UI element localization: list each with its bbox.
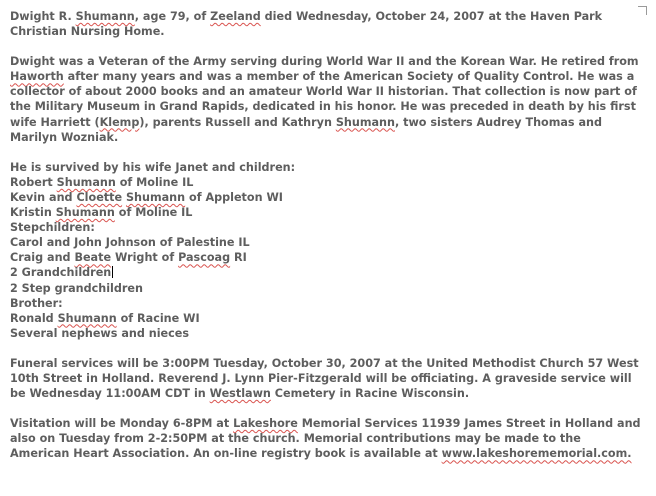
text-run: Funeral services will be 3:00PM Tuesday, October 30, 2007 at the United Methodist Church 57 West 10th Street in Holland. Reverend J. Lynn Pier-Fitzgerald will be officiating. A graveside service will be Wednesday 11:00AM CDT in	[10, 356, 639, 401]
survivors-line: Several nephews and nieces	[10, 326, 190, 340]
paragraph-funeral	[10, 356, 642, 401]
text-run: of Racine WI	[116, 311, 200, 325]
text-run: , age 79, of	[134, 10, 211, 23]
text-run: Ronald	[10, 311, 58, 325]
misspelled-word[interactable]: Shumann	[55, 206, 115, 220]
text-run: after many years and was a member of the American Society of Quality Control. He was a collector of about 2000 books and an amateur World War II historian. That collection is now part of the Military Museum in Grand Rapids, dedicated in his honor. He was preceded in death by his first wife Harriett (	[10, 70, 637, 129]
text-run: Craig and	[10, 251, 75, 265]
text-run: Robert	[10, 175, 57, 189]
text-run: Wright of	[111, 251, 179, 265]
survivors-line: 2 Step grandchildren	[10, 281, 143, 295]
misspelled-word[interactable]: Beate	[74, 251, 112, 265]
text-run: Visitation will be Monday 6-8PM at	[10, 417, 234, 431]
survivors-line: Carol and John Johnson of Palestine IL	[10, 236, 250, 250]
misspelled-word[interactable]: Pascoag	[178, 251, 231, 265]
survivors-line	[10, 205, 642, 220]
text-run: of Appleton WI	[185, 190, 283, 204]
text-run: of Moline IL	[115, 175, 194, 189]
misspelled-word[interactable]: Shumann	[56, 175, 116, 189]
text-run: Dwight R.	[10, 10, 76, 23]
misspelled-word[interactable]: Westlawn	[209, 387, 271, 401]
text-run: 2 Grandchildren	[10, 266, 112, 280]
survivors-line	[10, 311, 642, 326]
text-run: of Moline IL	[114, 206, 193, 220]
misspelled-word[interactable]: Shumann	[335, 115, 395, 129]
paragraph-survivors	[10, 160, 642, 341]
text-run: ), parents Russell and Kathryn	[139, 115, 336, 129]
text-run: Kevin and	[10, 190, 77, 204]
registry-link[interactable]: www.lakeshorememorial.com.	[441, 447, 632, 461]
misspelled-word[interactable]: Shumann	[125, 190, 186, 204]
survivors-line	[10, 175, 642, 190]
paragraph-visitation	[10, 416, 642, 461]
paragraph-intro	[10, 9, 642, 39]
paragraph-biography	[10, 54, 642, 145]
text-run: Dwight was a Veteran of the Army serving during World War II and the Korean War. He retired from	[10, 55, 639, 69]
text-run: died Wednesday, October 24, 2007 at the Haven Park Christian Nursing Home.	[10, 10, 603, 39]
text-run: Memorial Services 11939 James Street in Holland and also on Tuesday from 2-2:50PM at the church. Memorial contributions may be made to the American Heart Association. An on-line registry book is available at	[10, 417, 641, 461]
text-run: RI	[230, 251, 247, 265]
misspelled-word[interactable]: Klemp	[99, 115, 140, 129]
misspelled-word[interactable]: Lakeshore	[233, 417, 298, 431]
survivors-line: He is survived by his wife Janet and children:	[10, 160, 296, 174]
misspelled-word[interactable]: Zeeland	[210, 10, 261, 23]
misspelled-word[interactable]: Shumann	[75, 10, 135, 23]
survivors-line: Brother:	[10, 296, 63, 310]
misspelled-word[interactable]: Shumann	[57, 311, 117, 325]
text-run: Cemetery in Racine Wisconsin.	[270, 387, 470, 401]
survivors-line	[10, 265, 642, 280]
text-cursor	[112, 266, 113, 278]
misspelled-word[interactable]: Cloette	[76, 190, 123, 204]
survivors-line	[10, 190, 642, 205]
survivors-line: Stepchildren:	[10, 221, 95, 235]
survivors-line	[10, 250, 642, 265]
misspelled-word[interactable]: Haworth	[10, 70, 64, 84]
document-text[interactable]	[10, 9, 642, 476]
text-run: Kristin	[10, 206, 56, 220]
text-run: , two sisters Audrey Thomas and Marilyn Wozniak.	[10, 115, 603, 144]
